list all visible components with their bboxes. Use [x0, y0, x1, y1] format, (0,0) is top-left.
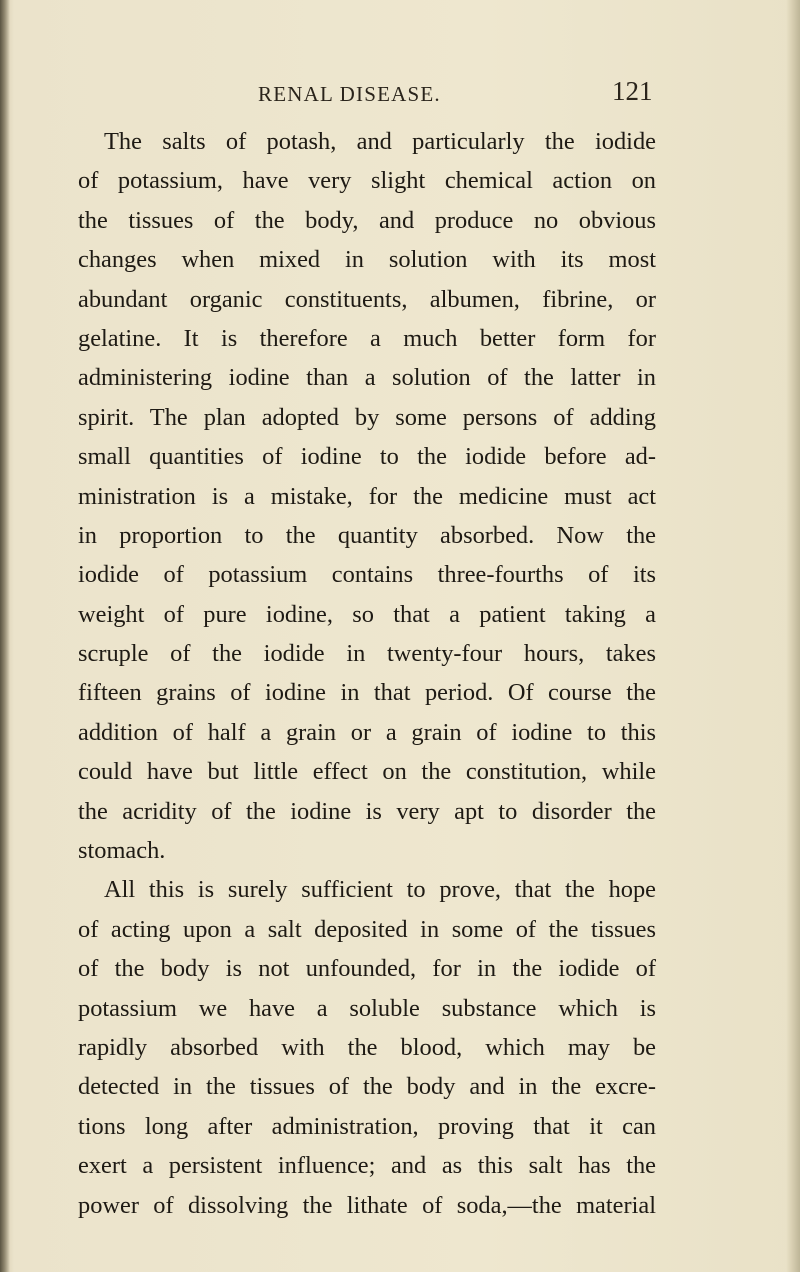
text-line: of the body is not unfounded, for in the iodide of: [78, 955, 656, 983]
text-line: could have but little effect on the constitution, while: [78, 758, 656, 786]
text-line: All this is surely sufficient to prove, that the hope: [104, 876, 656, 904]
text-line: changes when mixed in solution with its most: [78, 246, 656, 274]
text-line: abundant organic constituents, albumen, fibrine, or: [78, 285, 656, 313]
body-text: [78, 122, 656, 1225]
text-line: potassium we have a soluble substance which is: [78, 994, 656, 1022]
text-line: stomach.: [78, 837, 166, 865]
page-number: 121: [612, 76, 653, 106]
text-line: the tissues of the body, and produce no obvious: [78, 206, 656, 234]
text-line: fifteen grains of iodine in that period. Of course the: [78, 679, 656, 707]
text-line: scruple of the iodide in twenty-four hours, takes: [78, 640, 656, 668]
text-line: the acridity of the iodine is very apt to disorder the: [78, 797, 656, 825]
text-line: rapidly absorbed with the blood, which may be: [78, 1033, 656, 1061]
page-edge-shadow: [786, 0, 800, 1272]
text-line: exert a persistent influence; and as this salt has the: [78, 1152, 656, 1180]
text-line: The salts of potash, and particularly the iodide: [104, 128, 656, 155]
page-binding-shadow: [0, 0, 10, 1272]
text-line: tions long after administration, proving that it can: [78, 1112, 656, 1140]
text-line: spirit. The plan adopted by some persons of adding: [78, 403, 656, 431]
text-line: in proportion to the quantity absorbed. Now the: [78, 521, 656, 549]
text-line: weight of pure iodine, so that a patient taking a: [78, 600, 656, 628]
running-head: RENAL DISEASE.: [258, 82, 441, 106]
text-line: iodide of potassium contains three-fourths of its: [78, 561, 656, 589]
text-line: gelatine. It is therefore a much better form for: [78, 324, 656, 352]
text-line: ministration is a mistake, for the medicine must act: [78, 482, 656, 510]
text-line: administering iodine than a solution of the latter in: [78, 364, 656, 392]
text-line: of acting upon a salt deposited in some of the tissues: [78, 915, 656, 943]
text-line: small quantities of iodine to the iodide before ad-: [78, 443, 656, 471]
text-line: addition of half a grain or a grain of iodine to this: [78, 718, 656, 746]
text-line: power of dissolving the lithate of soda,—the material: [78, 1191, 656, 1219]
text-line: detected in the tissues of the body and in the excre-: [78, 1073, 656, 1101]
text-line: of potassium, have very slight chemical action on: [78, 167, 656, 195]
